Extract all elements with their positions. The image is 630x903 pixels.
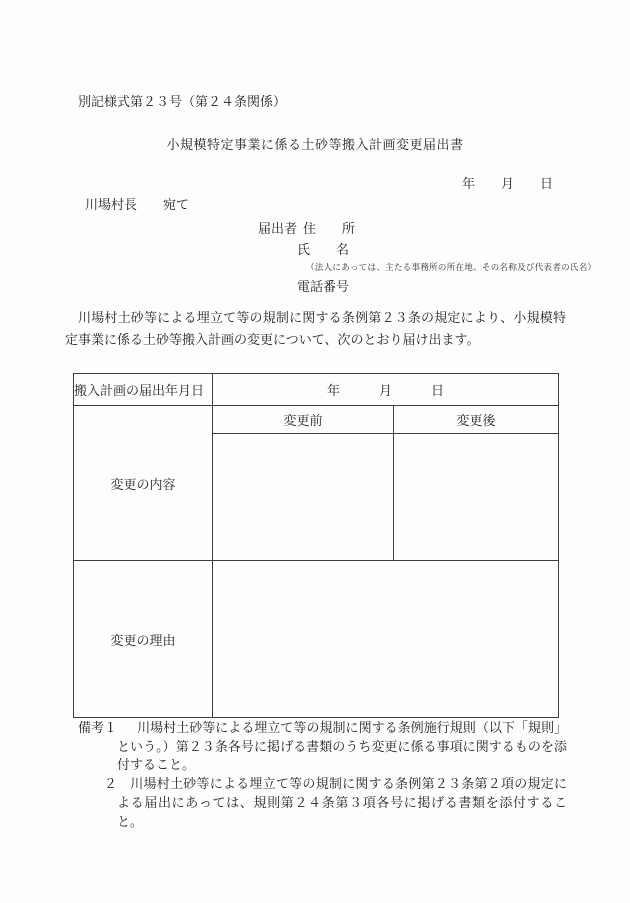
name-label: 氏 名: [297, 242, 350, 257]
change-reason-label: 変更の理由: [74, 561, 213, 718]
phone-label: 電話番号: [297, 279, 350, 294]
submission-date-line: 年 月 日: [461, 176, 553, 191]
before-change-cell: [213, 434, 394, 561]
note2-text: 川場村土砂等による埋立て等の規制に関する条例第２３条第２項の規定による届出にあっては、規則第２４条第３項各号に掲げる書類を添付すること。: [117, 776, 567, 829]
declarant-address-row: [258, 218, 355, 237]
before-change-header: 変更前: [213, 406, 394, 434]
declarant-label: 届出者: [258, 221, 298, 236]
change-header-row: [74, 406, 559, 434]
plan-date-label: 搬入計画の届出年月日: [74, 374, 213, 406]
body-paragraph: 川場村土砂等による埋立て等の規制に関する条例第２３条の規定により、小規模特定事業に係る土砂等搬入計画の変更について、次のとおり届け出ます。: [65, 310, 566, 347]
document-title: 小規模特定事業に係る土砂等搬入計画変更届出書: [166, 137, 464, 152]
note-item-1: [78, 719, 567, 775]
note2-marker: ２: [104, 776, 118, 792]
address-label: 住 所: [303, 221, 356, 236]
note1-text: 川場村土砂等による埋立て等の規制に関する条例施行規則（以下「規則」という。）第２３条各号に掲げる書類のうち変更に係る事項に関するものを添付すること。: [117, 720, 567, 773]
plan-date-row: [74, 374, 559, 406]
after-change-cell: [394, 434, 559, 561]
notes-section: [78, 719, 567, 831]
change-content-label: 変更の内容: [74, 406, 213, 561]
form-number: 別記様式第２３号（第２４条関係）: [78, 94, 287, 109]
change-table: [73, 373, 559, 718]
plan-date-value: 年 月 日: [213, 374, 559, 406]
note-item-2: [78, 775, 567, 831]
change-reason-cell: [213, 561, 559, 718]
addressee: 川場村長 宛て: [85, 197, 190, 212]
reason-row: [74, 561, 559, 718]
corporate-note: （法人にあっては、主たる事務所の所在地、その名称及び代表者の氏名）: [306, 262, 597, 272]
after-change-header: 変更後: [394, 406, 559, 434]
note1-marker: 備考１: [78, 720, 118, 735]
